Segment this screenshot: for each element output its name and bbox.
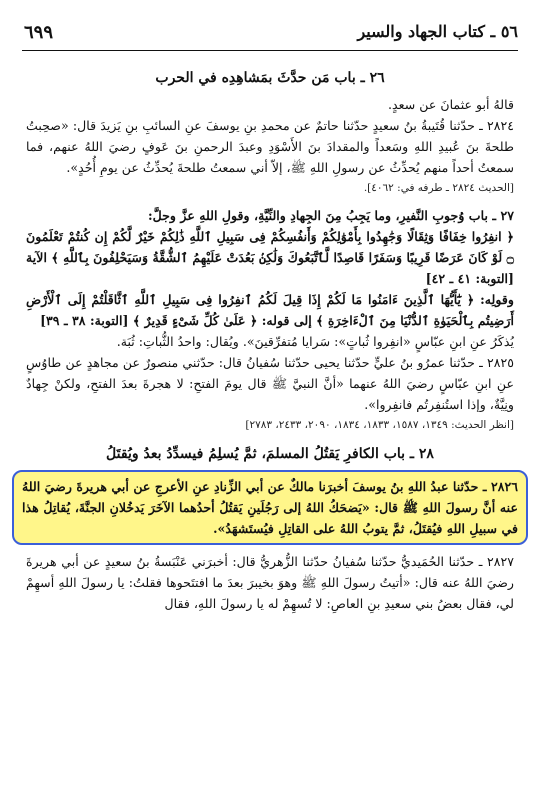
verse-2-intro: وقولِه: (480, 292, 515, 307)
section-27-title: ٢٧ ـ باب وُجوبِ النَّفيرِ، وما يَجِبُ مِنَ الجِهادِ والنِّيَّةِ، وقولِ اللهِ عزَّ وجلَّ: (147, 208, 514, 223)
verse-1-text: ﴿ انفِرُوا خِفَافًا وَثِقَالًا وَجَٰهِدُوا بِأَمْوَٰلِكُمْ وَأَنفُسِكُمْ فِى سَبِيلِ ٱللَّهِ ذَٰلِكُمْ خَيْرٌ لَّكُمْ إِن كُنتُمْ تَعْلَمُونَ ۝ لَوْ كَانَ عَرَضًا قَرِيبًا وَسَفَرًا قَاصِدًا لَّٱتَّبَعُوكَ وَلَٰكِنۢ بَعُدَتْ عَلَيْهِمُ ٱلشُّقَّةُ وَسَيَحْلِفُونَ بِٱللَّهِ ﴾ الآية (26, 229, 514, 265)
page-body (22, 60, 518, 614)
header-divider (22, 50, 518, 51)
hadith-2825-ref: [انظر الحديث: ١٣٤٩، ١٥٨٧، ١٨٣٣، ١٨٣٤، ٢٠٩٠، ٢٤٣٣، ٢٧٨٣] (245, 419, 514, 431)
hadith-2826: ٢٨٢٦ ـ حدّثنا عبدُ اللهِ بنُ يوسفَ أخبرَنا مالكٌ عن أبي الزِّنادِ عنِ الأعرجِ عن أبي هريرةَ رضيَ اللهُ عنه أنَّ رسولَ اللهِ ﷺ قال: «يَضحَكُ اللهُ إلى رَجُلَينِ يَقتُلُ أحدُهما الآخَرَ يَدخُلانِ الجنَّةَ، يُقاتِلُ هذا في سبيلِ اللهِ فيُقتَلُ، ثمَّ يتوبُ اللهُ على القاتِلِ فيُستَشهَدُ». (22, 479, 518, 536)
page-number: ٦٩٩ (24, 22, 54, 43)
highlighted-hadith (12, 470, 528, 545)
gloss-ibn-abbas: يُذكَرُ عنِ ابنِ عبّاسٍ «انفِروا ثُباتٍ»: سَرايا مُتفرِّقينَ». ويُقال: واحدُ الثُّباتِ: ثُبَة. (116, 334, 514, 349)
verse-1-ref: [التوبة: ٤١ ـ ٤٢] (425, 271, 514, 286)
hadith-2825: ٢٨٢٥ ـ حدّثنا عمرُو بنُ عليٍّ حدّثنا يحيى حدّثنا سُفيانُ قال: حدّثني منصورٌ عن مجاهدٍ عن طاوُسٍ عنِ ابنِ عبّاسٍ رضيَ اللهُ عنهما «أنَّ النبيَّ ﷺ قال يومَ الفتحِ: لا هجرةَ بعدَ الفتحِ، ولكنْ جِهادٌ ونِيَّةٌ، وإذا استُنفِرتُم فانفِروا». (26, 355, 514, 412)
hadith-2824: ٢٨٢٤ ـ حدّثنا قُتَيبةُ بنُ سعيدٍ حدّثنا حاتمٌ عن محمدِ بنِ يوسفَ عنِ السائبِ بنِ يَزيدَ قال: «صحِبتُ طلحةَ بنَ عُبيدِ اللهِ وسَعداً والمقدادَ بنَ الأَسْوَدِ وعبدَ الرحمنِ بنَ عَوفٍ رضيَ اللهُ عنهم، فما سمعتُ أحداً منهم يُحدِّثُ عن رسولِ اللهِ ﷺ، إلاّ أني سمعتُ طلحةَ يُحدِّثُ عن يومِ أُحُدٍ». (26, 118, 514, 175)
chapter-title: ٥٦ ـ كتاب الجهاد والسير (357, 22, 518, 41)
section-26-title: ٢٦ ـ باب مَن حدَّثَ بمَشاهِدِه في الحرب (155, 70, 385, 86)
verse-2-text: ﴿ يَٰٓأَيُّهَا ٱلَّذِينَ ءَامَنُوا مَا لَكُمْ إِذَا قِيلَ لَكُمُ ٱنفِرُوا فِى سَبِيلِ ٱللَّهِ ٱثَّاقَلْتُمْ إِلَى ٱلْأَرْضِ أَرَضِيتُم بِٱلْحَيَوٰةِ ٱلدُّنْيَا مِنَ ٱلْءَاخِرَةِ ﴾ (26, 292, 514, 328)
quran-verse-1 (26, 226, 514, 289)
page-header (24, 22, 518, 48)
verse-2-end: ﴿ عَلَىٰ كُلِّ شَىْءٍ قَدِيرٌ ﴾ (132, 313, 258, 328)
quran-verse-2 (26, 289, 514, 331)
verse-2-mid: إلى قوله: (261, 313, 312, 328)
verse-2-ref: [التوبة: ٣٨ ـ ٣٩] (40, 313, 129, 328)
section-28-title: ٢٨ ـ باب الكافرِ يَقتُلُ المسلمَ، ثمَّ يُسلِمُ فيسدِّدُ بعدُ ويُقتَلُ (106, 446, 434, 462)
hadith-2824-ref: [الحديث ٢٨٢٤ ـ طرفه في: ٤٠٦٢]. (363, 182, 514, 194)
section-26-intro: قالهُ أبو عثمانَ عن سعدٍ. (388, 97, 514, 112)
hadith-2827: ٢٨٢٧ ـ حدّثنا الحُمَيديُّ حدّثنا سُفيانُ حدّثنا الزُّهريُّ قال: أخبرَني عَنْبَسةُ بنُ سعيدٍ عن أبي هريرةَ رضيَ اللهُ عنه قال: «أتيتُ رسولَ اللهِ ﷺ وهوَ بخيبرَ بعدَ ما افتتَحوها فقلتُ: يا رسولَ اللهِ أسهِمْ لي، فقال بعضُ بني سعيدِ بنِ العاصِ: لا تُسهِمْ له يا رسولَ اللهِ، فقال (26, 554, 514, 611)
